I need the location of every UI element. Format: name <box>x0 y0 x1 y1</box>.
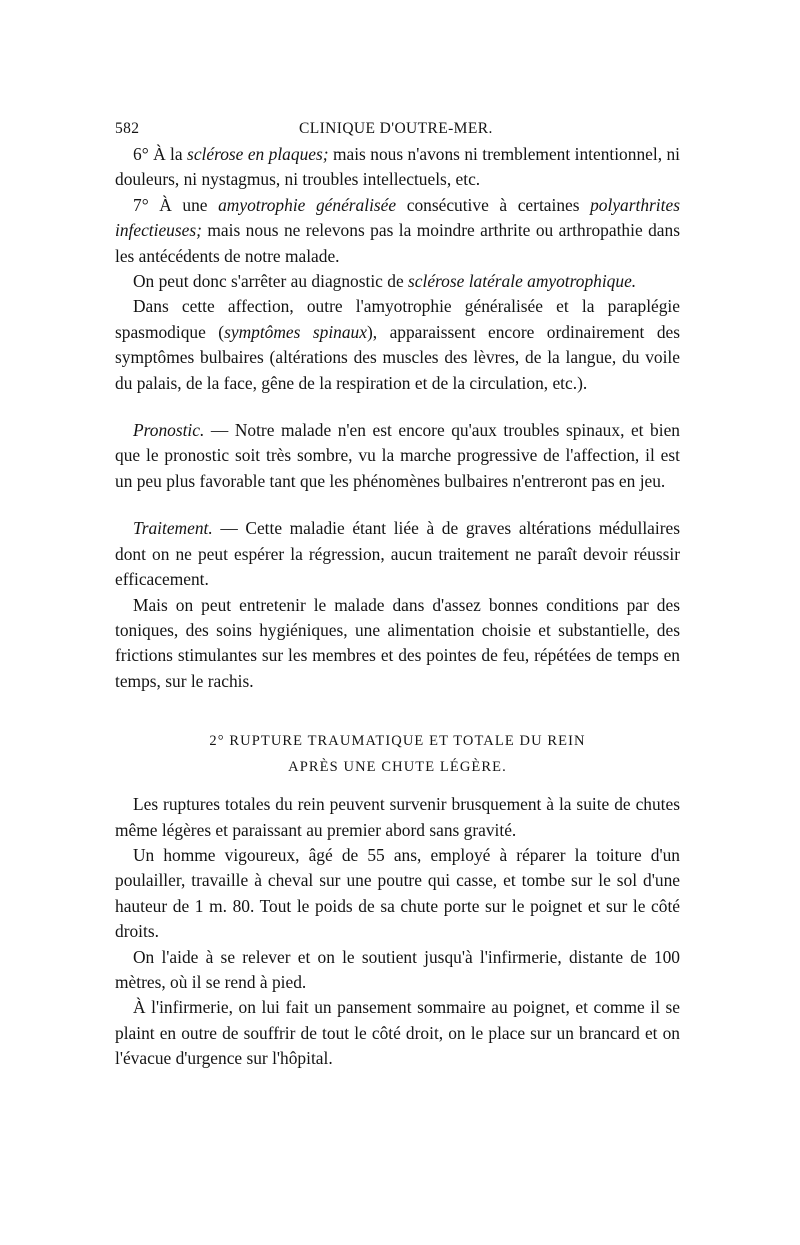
section-heading-line2: APRÈS UNE CHUTE LÉGÈRE. <box>288 759 507 776</box>
paragraph-traitement: Traitement. — Cette maladie étant liée à de graves altérations médullaires dont on ne peut espérer la régression, aucun traitement ne paraît devoir réussir efficacement. <box>115 518 680 590</box>
paragraph-homme: Un homme vigoureux, âgé de 55 ans, employé à réparer la toiture d'un poulailler, travaille à cheval sur une poutre qui casse, et tombe sur le sol d'une hauteur de 1 m. 80. Tout le poids de sa chute porte sur le poignet et sur le côté droits. <box>115 844 680 942</box>
running-header <box>115 112 680 142</box>
paragraph-affection: Dans cette affection, outre l'amyotrophie généralisée et la paraplégie spasmodique (symptômes spinaux), apparaissent encore ordinairement des symptômes bulbaires (altérations des muscles des lèvres, de la langue, du voile du palais, de la face, gêne de la respiration et de la circulation, etc.). <box>115 296 681 393</box>
paragraph-infirmerie-distance: On l'aide à se relever et on le soutient jusqu'à l'infirmerie, distante de 100 mètres, où il se rend à pied. <box>115 946 680 992</box>
paragraph-ruptures: Les ruptures totales du rein peuvent survenir brusquement à la suite de chutes même légères et paraissant au premier abord sans gravité. <box>115 794 680 840</box>
paragraph-pronostic: Pronostic. — Notre malade n'en est encore qu'aux troubles spinaux, et bien que le pronostic soit très sombre, vu la marche progressive de l'affection, il est un peu plus favorable tant que les phénomènes bulbaires n'entreront pas en jeu. <box>115 420 680 491</box>
page-number: 582 <box>115 120 140 137</box>
running-title: CLINIQUE D'OUTRE-MER. <box>299 120 493 137</box>
paragraph-infirmerie-pansement: À l'infirmerie, on lui fait un pansement sommaire au poignet, et comme il se plaint en outre de souffrir de tout le côté droit, on le place sur un brancard et on l'évacue d'urgence sur l'hôpital. <box>115 997 680 1069</box>
paragraph-amyotrophie: 7° À une amyotrophie généralisée consécutive à certaines polyarthrites infectieuses; mais nous ne relevons pas la moindre arthrite ou arthropathie dans les antécédents de notre malade. <box>115 194 680 266</box>
paragraph-sclerose-plaques: 6° À la sclérose en plaques; mais nous n'avons ni tremblement intentionnel, ni douleurs, ni nystagmus, ni troubles intellectuels, etc. <box>115 144 680 190</box>
section-heading-line1: 2° RUPTURE TRAUMATIQUE ET TOTALE DU REIN <box>209 733 586 750</box>
book-page <box>115 112 680 1072</box>
paragraph-entretien: Mais on peut entretenir le malade dans d'assez bonnes conditions par des toniques, des soins hygiéniques, une alimentation choisie et substantielle, des frictions stimulantes sur les membres et des pointes de feu, répétées de temps en temps, sur le rachis. <box>115 594 680 691</box>
paragraph-diagnostic: On peut donc s'arrêter au diagnostic de sclérose latérale amyotrophique. <box>133 271 637 292</box>
